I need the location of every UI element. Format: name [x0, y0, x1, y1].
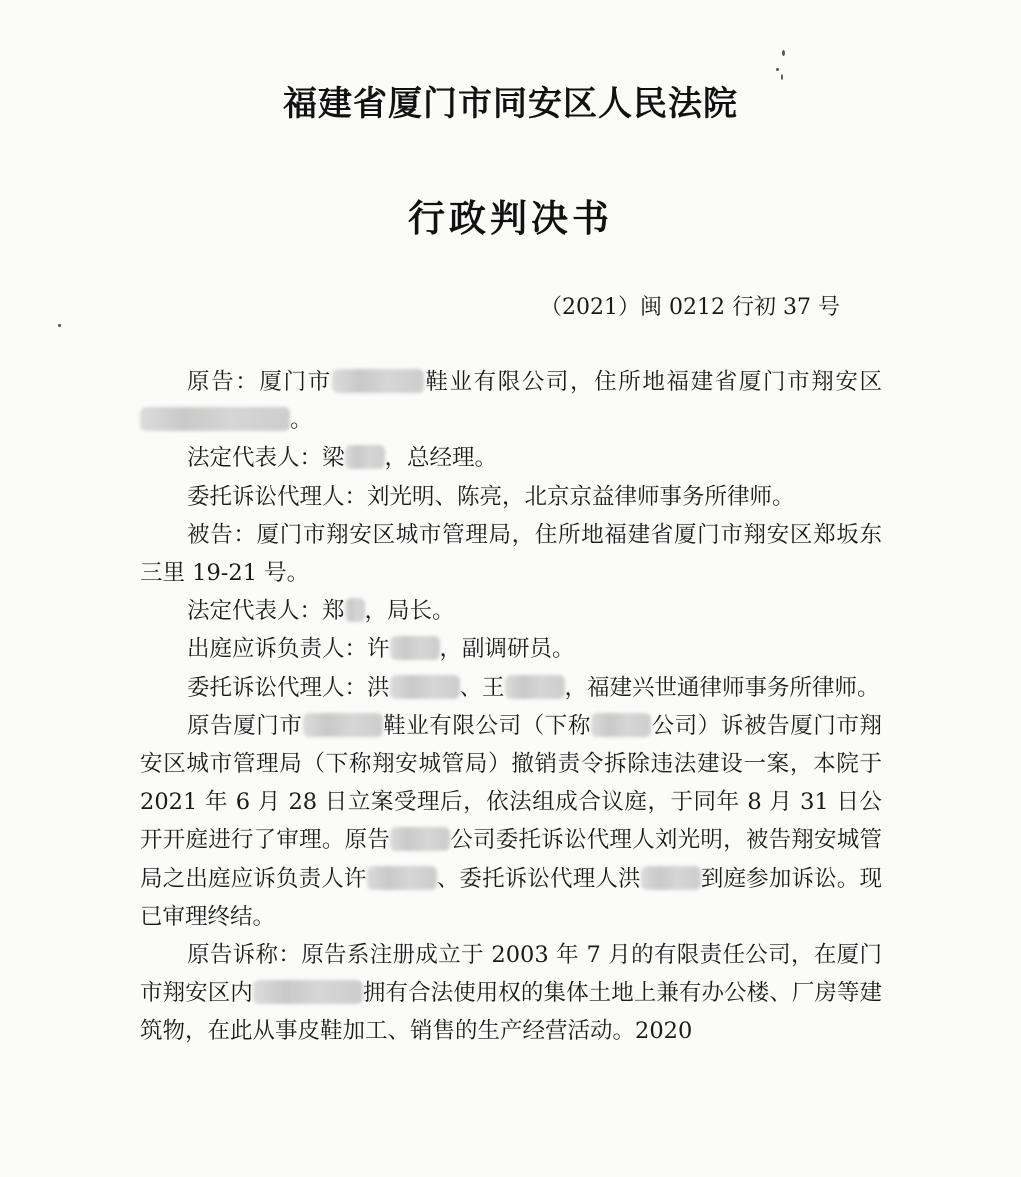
- redaction-blur: [390, 827, 450, 851]
- paragraph-text: 原告：厦门市: [187, 369, 332, 395]
- paragraph: [140, 936, 882, 1051]
- paragraph-text: ，副调研员。: [439, 636, 575, 663]
- paragraph: [140, 592, 882, 630]
- paragraph-text: 、委托诉讼代理人洪: [436, 865, 641, 892]
- paragraph-text: 委托诉讼代理人：刘光明、陈亮，北京京益律师事务所律师。: [187, 483, 795, 510]
- redaction-blur: [140, 407, 290, 431]
- paragraph-text: 原告诉称：原告系注册成立于 2003 年 7 月的有限责任公司，在厦门市翔安区内: [140, 942, 882, 1007]
- paragraph-text: 法定代表人：郑: [187, 598, 345, 625]
- paragraph-text: 法定代表人：梁: [187, 445, 345, 472]
- redaction-blur: [390, 636, 440, 660]
- paragraph-text: 委托诉讼代理人：洪: [187, 674, 390, 701]
- redaction-blur: [591, 713, 651, 737]
- paragraph-text: 拥有合法使用权的集体土地上兼有办公楼、厂房等建筑物，在此从事皮鞋加工、销售的生产经营活动。2020: [140, 980, 882, 1045]
- scan-speck: [58, 324, 61, 327]
- redaction-blur: [505, 675, 565, 699]
- paragraph: [140, 439, 882, 477]
- case-number: （2021）闽 0212 行初 37 号: [540, 295, 840, 320]
- paragraph-text: 公司）诉被告厦门市翔安区城市管理局（下称翔安城管局）撤销责令拆除违法建设一案，本院于 2021 年 6 月 28 日立案受理后，依法组成合议庭，于同年 8 月 31 日公开开庭进行了审理。原告: [140, 712, 882, 854]
- redaction-blur: [253, 980, 363, 1004]
- court-name: 福建省厦门市同安区人民法院: [283, 84, 738, 124]
- redaction-blur: [332, 369, 424, 393]
- paragraph: [140, 516, 882, 592]
- paragraph-text: 。: [290, 407, 313, 434]
- judgment-body: [140, 363, 882, 1051]
- scan-speck: [782, 50, 785, 56]
- redaction-blur: [641, 866, 701, 890]
- paragraph: [140, 669, 882, 707]
- document-title: 行政判决书: [408, 197, 613, 240]
- paragraph-text: ，总经理。: [384, 445, 498, 472]
- paragraph-text: ，福建兴世通律师事务所律师。: [564, 674, 880, 701]
- paragraph: [140, 707, 882, 936]
- redaction-blur: [303, 713, 383, 737]
- scan-speck: [776, 68, 779, 71]
- paragraph-text: 鞋业有限公司，住所地福建省厦门市翔安区: [423, 369, 882, 395]
- paragraph-text: 到庭参加诉讼。现已审理终结。: [140, 865, 882, 930]
- paragraph-text: 鞋业有限公司（下称: [382, 712, 591, 739]
- redaction-blur: [390, 675, 460, 699]
- paragraph-text: 原告厦门市: [187, 712, 303, 739]
- paragraph: [140, 630, 882, 668]
- redaction-blur: [345, 445, 385, 469]
- paragraph-text: 被告：厦门市翔安区城市管理局，住所地福建省厦门市翔安区郑坂东三里 19-21 号。: [140, 521, 882, 587]
- redaction-blur: [345, 598, 365, 622]
- redaction-blur: [367, 866, 437, 890]
- paragraph-text: 公司委托诉讼代理人刘光明，被告翔安城管局之出庭应诉负责人许: [140, 827, 882, 892]
- paragraph: [140, 478, 882, 516]
- paragraph: [140, 363, 882, 439]
- paragraph-text: 、王: [459, 674, 505, 701]
- scan-speck: [781, 74, 783, 80]
- paragraph-text: 出庭应诉负责人：许: [187, 636, 390, 663]
- paragraph-text: ，局长。: [364, 598, 455, 625]
